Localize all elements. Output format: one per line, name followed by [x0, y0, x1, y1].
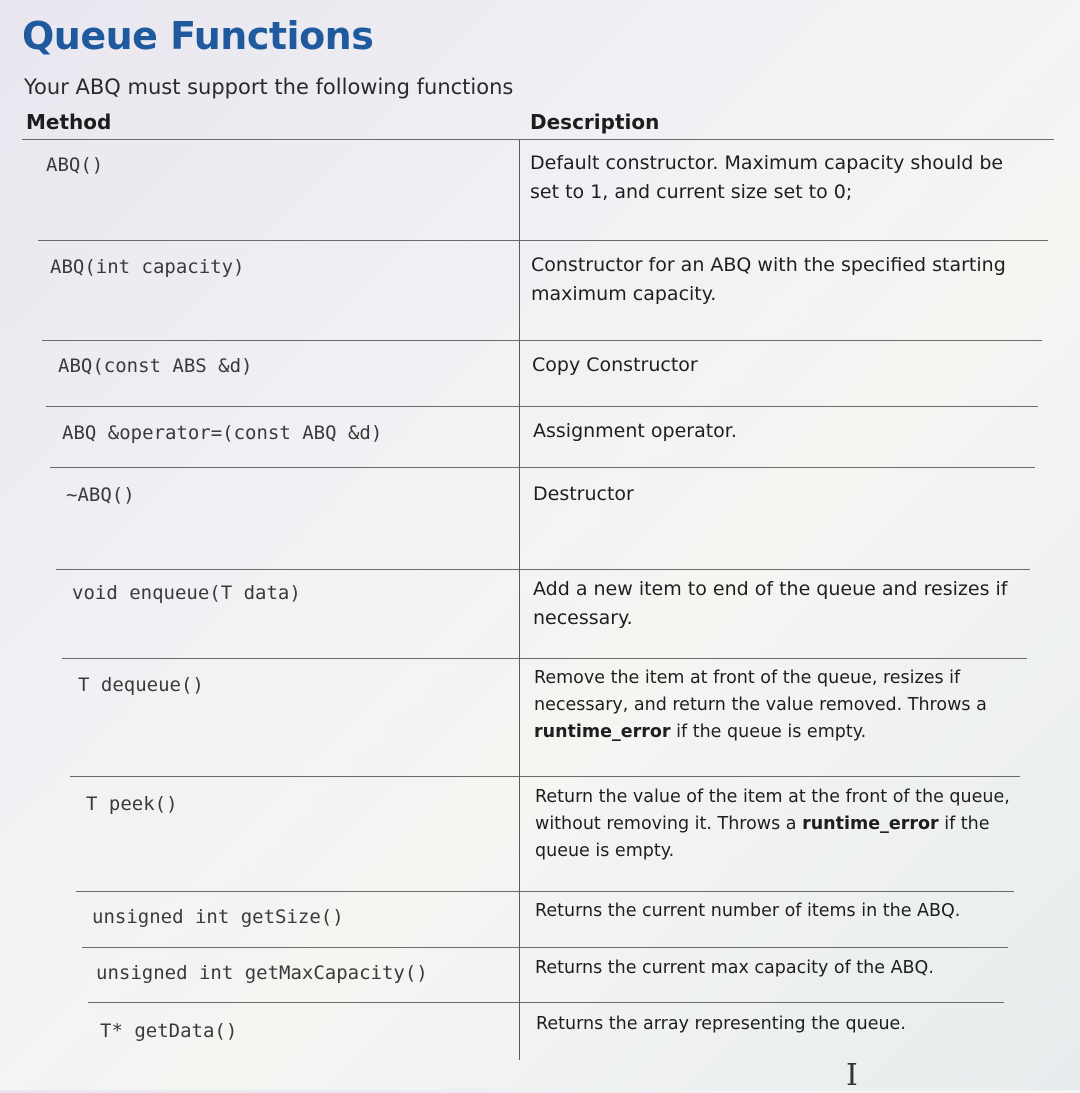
- description-copy-constructor: Copy Constructor: [532, 354, 698, 376]
- method-abq-default: ABQ(): [46, 154, 104, 176]
- column-divider: [519, 140, 520, 1060]
- method-enqueue: void enqueue(T data): [72, 582, 301, 604]
- row-divider: [62, 658, 1027, 659]
- description-destructor: Destructor: [533, 483, 634, 505]
- row-divider: [56, 569, 1030, 570]
- table-top-rule: [22, 139, 1054, 140]
- row-divider: [50, 467, 1035, 468]
- row-divider: [88, 1002, 1004, 1003]
- page-title: Queue Functions: [22, 14, 374, 58]
- method-get-max-capacity: unsigned int getMaxCapacity(): [96, 962, 428, 984]
- description-enqueue: Add a new item to end of the queue and resizes if necessary.: [533, 578, 1008, 629]
- method-get-size: unsigned int getSize(): [92, 906, 344, 928]
- description-abq-capacity: Constructor for an ABQ with the specified starting maximum capacity.: [531, 254, 1006, 305]
- row-divider: [42, 340, 1042, 341]
- row-divider: [70, 776, 1020, 777]
- text-cursor-icon: I: [846, 1058, 858, 1093]
- description-get-max-capacity: Returns the current max capacity of the ABQ.: [535, 958, 934, 978]
- description-get-size: Returns the current number of items in the ABQ.: [535, 901, 961, 921]
- description-abq-default: Default constructor. Maximum capacity should be set to 1, and current size set to 0;: [530, 152, 1004, 203]
- description-peek: Return the value of the item at the front of the queue, without removing it. Throws a runtime_error if the queue is empty.: [535, 787, 1010, 861]
- method-abq-capacity: ABQ(int capacity): [50, 256, 245, 278]
- method-destructor: ~ABQ(): [66, 484, 135, 506]
- description-dequeue: Remove the item at front of the queue, resizes if necessary, and return the value removed. Throws a runtime_error if the queue is empty.: [534, 668, 987, 742]
- description-assignment-operator: Assignment operator.: [533, 420, 737, 442]
- row-divider: [82, 947, 1008, 948]
- runtime-error-term: runtime_error: [802, 814, 939, 834]
- row-divider: [38, 240, 1048, 241]
- method-dequeue: T dequeue(): [78, 674, 204, 696]
- method-assignment-operator: ABQ &operator=(const ABQ &d): [62, 422, 383, 444]
- row-divider: [46, 406, 1038, 407]
- description-get-data: Returns the array representing the queue.: [536, 1014, 906, 1034]
- method-column-header: Method: [26, 110, 112, 134]
- method-copy-constructor: ABQ(const ABS &d): [58, 355, 253, 377]
- method-peek: T peek(): [86, 793, 178, 815]
- method-get-data: T* getData(): [100, 1020, 238, 1042]
- page-subtitle: Your ABQ must support the following functions: [24, 75, 514, 99]
- description-column-header: Description: [530, 110, 660, 134]
- row-divider: [76, 891, 1014, 892]
- runtime-error-term: runtime_error: [534, 722, 671, 742]
